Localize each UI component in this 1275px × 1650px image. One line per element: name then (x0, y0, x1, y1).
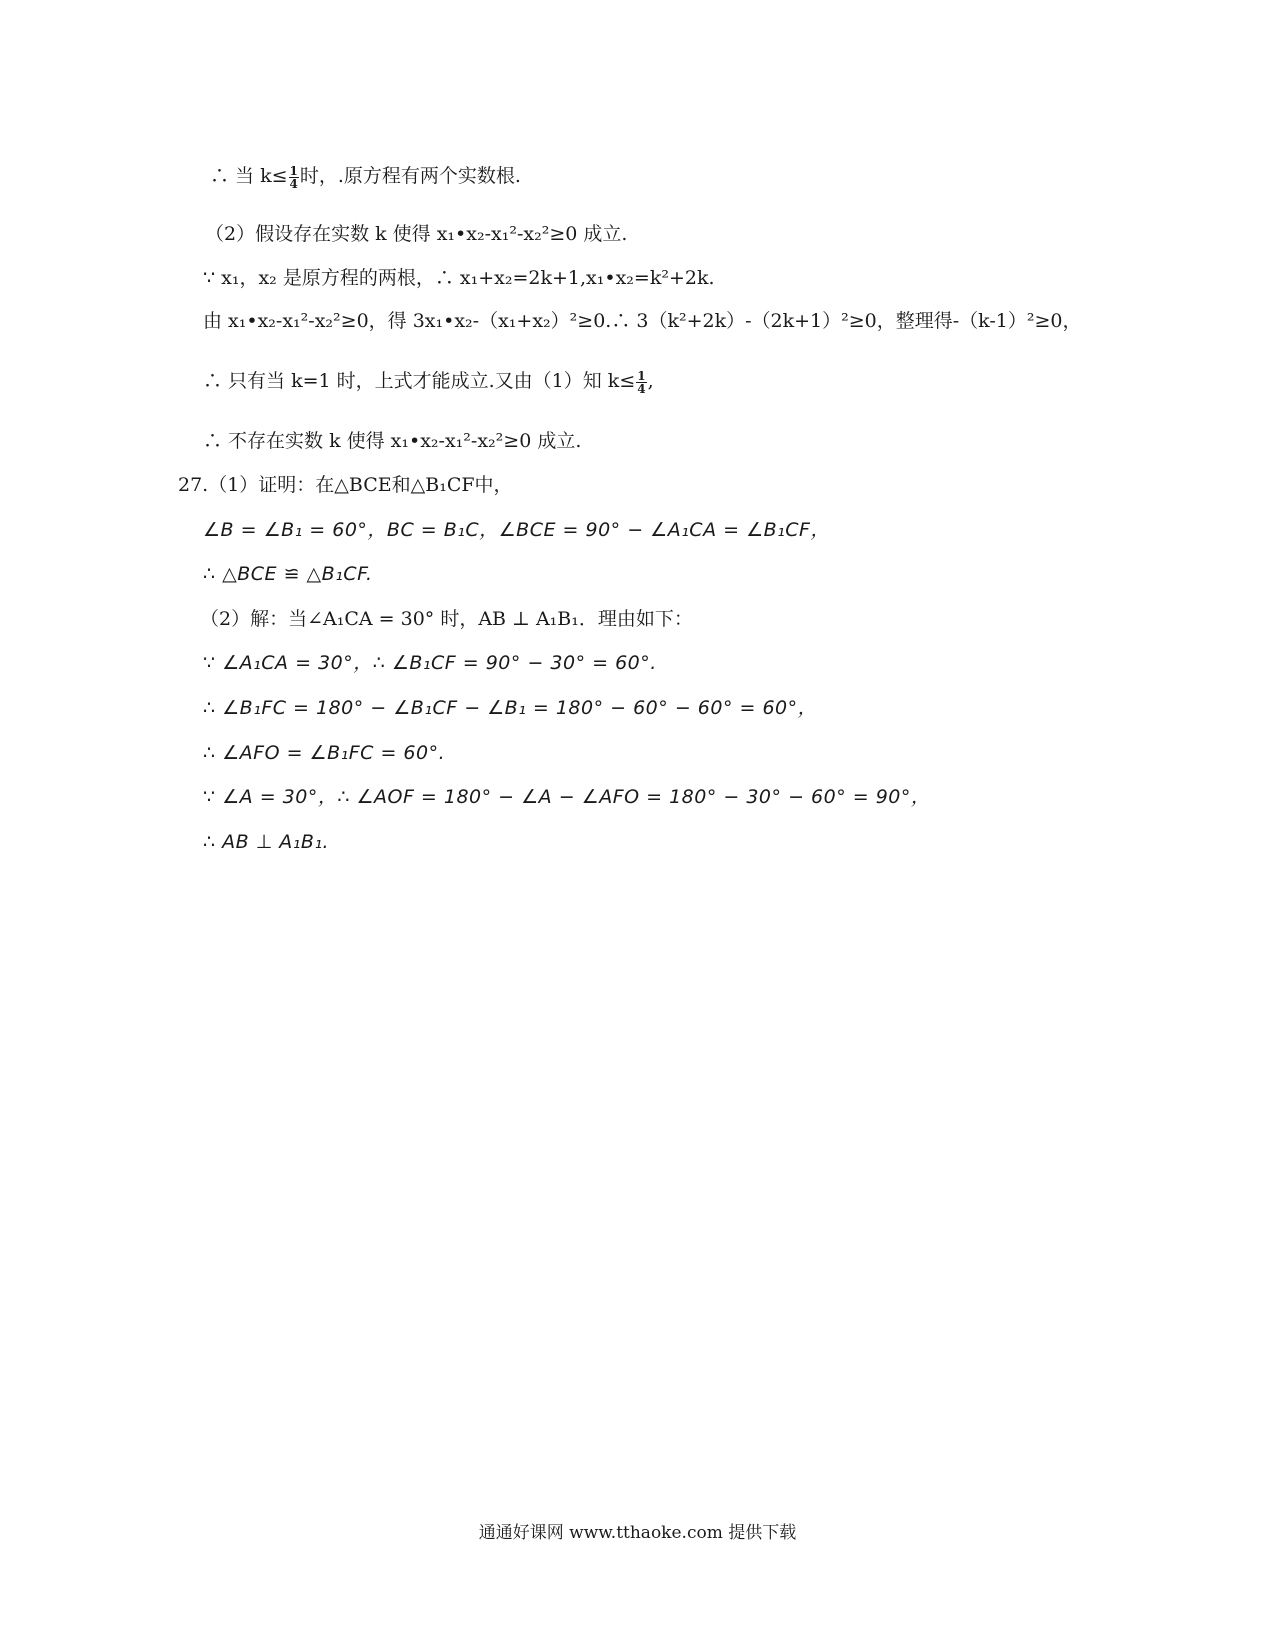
fraction-denominator: 4 (637, 381, 646, 396)
line-text: , (647, 370, 654, 392)
line-perpendicular: ∴ AB ⊥ A₁B₁. (203, 831, 330, 853)
line-angle-b1fc: ∴ ∠B₁FC = 180° − ∠B₁CF − ∠B₁ = 180° − 60° − 60° = 60°， (203, 697, 818, 719)
fraction-denominator: 4 (289, 176, 298, 191)
line-angle-afo: ∴ ∠AFO = ∠B₁FC = 60°. (203, 742, 446, 764)
line-part2-solve: （2）解：当∠A₁CA = 30° 时，AB ⊥ A₁B₁．理由如下： (200, 608, 693, 630)
page-footer: 通通好课网 www.tthaoke.com 提供下载 (478, 1523, 797, 1543)
line-text: 时，.原方程有两个实数根. (299, 165, 521, 187)
fraction-numerator: 1 (637, 368, 646, 383)
line-angle-b1cf: ∵ ∠A₁CA = 30°，∴ ∠B₁CF = 90° − 30° = 60°. (203, 652, 657, 674)
line-k-condition (210, 164, 521, 190)
fraction-one-quarter (289, 165, 299, 190)
line-text: ∴ 只有当 k=1 时，上式才能成立.又由（1）知 k≤ (203, 370, 636, 392)
line-only-k1 (203, 369, 654, 395)
line-angle-aof: ∵ ∠A = 30°，∴ ∠AOF = 180° − ∠A − ∠AFO = 180° − 30° − 60° = 90°， (203, 786, 931, 808)
line-text: ∴ 当 k≤ (210, 165, 288, 187)
line-angle-equal: ∠B = ∠B₁ = 60°，BC = B₁C，∠BCE = 90° − ∠A₁CA = ∠B₁CF， (203, 519, 830, 541)
line-derivation: 由 x₁•x₂-x₁²-x₂²≥0，得 3x₁•x₂-（x₁+x₂）²≥0.∴ 3（k²+2k）-（2k+1）²≥0，整理得-（k-1）²≥0， (203, 310, 1082, 332)
line-q27-proof: 27.（1）证明：在△BCE和△B₁CF中， (178, 474, 513, 496)
fraction-numerator: 1 (289, 163, 298, 178)
line-congruent: ∴ △BCE ≌ △B₁CF. (203, 563, 373, 585)
fraction-one-quarter (636, 370, 646, 395)
line-part2-assume: （2）假设存在实数 k 使得 x₁•x₂-x₁²-x₂²≥0 成立. (205, 223, 628, 245)
line-roots: ∵ x₁，x₂ 是原方程的两根，∴ x₁+x₂=2k+1,x₁•x₂=k²+2k. (203, 267, 715, 289)
line-conclusion: ∴ 不存在实数 k 使得 x₁•x₂-x₁²-x₂²≥0 成立. (203, 430, 582, 452)
